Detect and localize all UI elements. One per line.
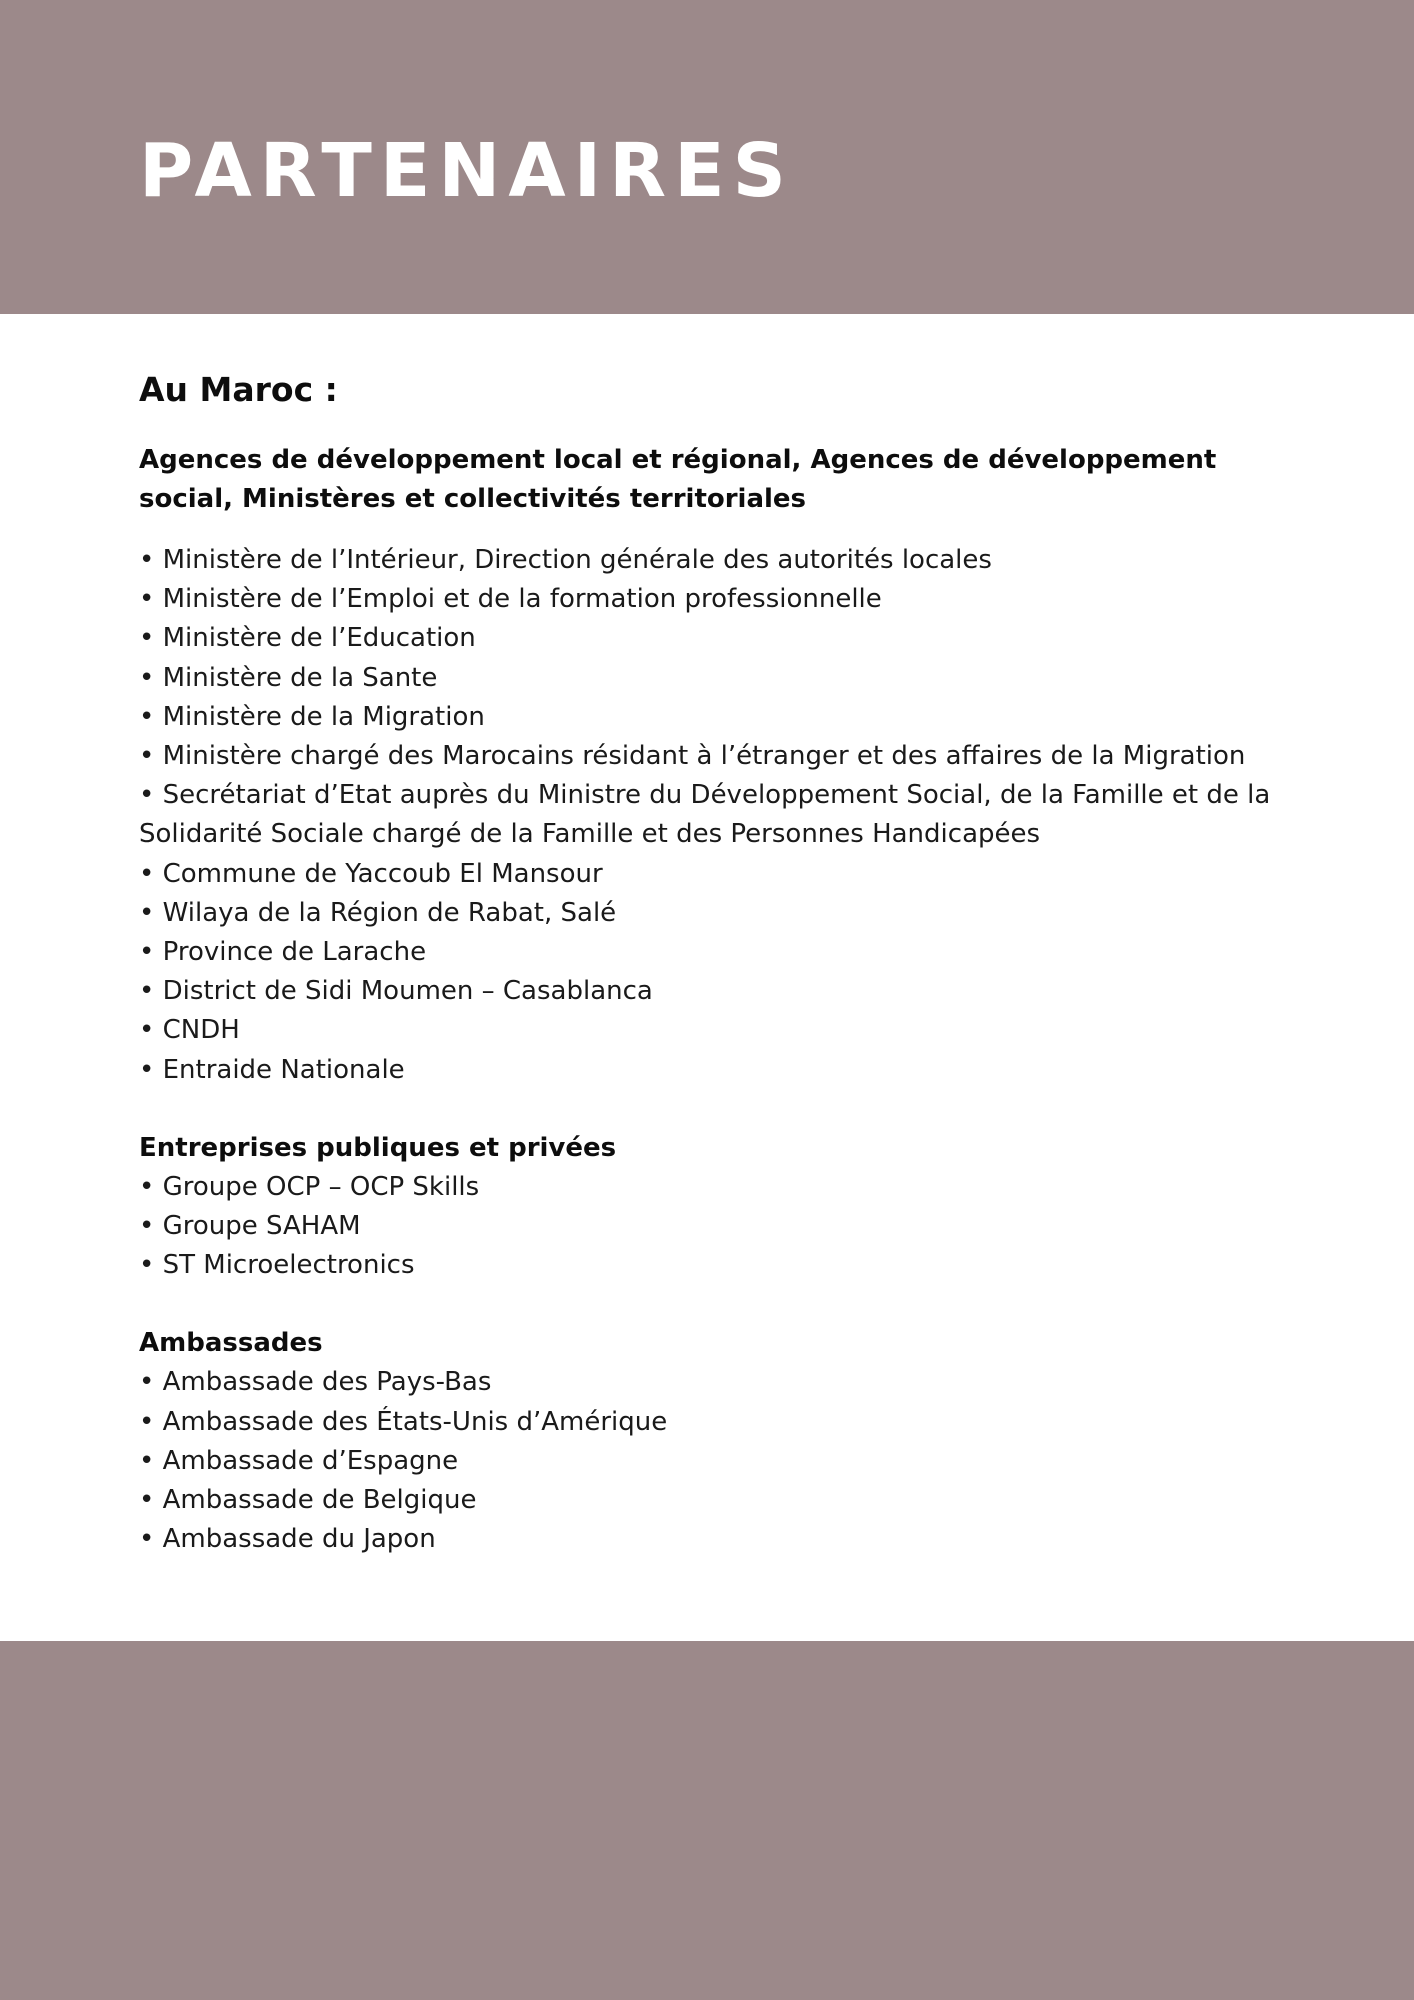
list-item: • Ministère de la Sante <box>139 659 1289 698</box>
main-content <box>139 361 1289 1559</box>
list-item: • Groupe OCP – OCP Skills <box>139 1168 1289 1207</box>
list-item: • Groupe SAHAM <box>139 1207 1289 1246</box>
list-item: • Entraide Nationale <box>139 1051 1289 1090</box>
list-item: • Secrétariat d’Etat auprès du Ministre du Développement Social, de la Famille et de la Solidarité Sociale chargé de la Famille et des Personnes Handicapées <box>139 776 1289 854</box>
spacer <box>139 1285 1289 1324</box>
list-item: • Commune de Yaccoub El Mansour <box>139 855 1289 894</box>
list-item: • Ministère de l’Education <box>139 619 1289 658</box>
spacer <box>139 419 1289 441</box>
group-title-institutions: Agences de développement local et régional, Agences de développement social, Ministères et collectivités territoriales <box>139 445 1217 514</box>
embassies-list <box>139 1363 1289 1559</box>
list-item: • Ambassade du Japon <box>139 1520 1289 1559</box>
list-item: • Province de Larache <box>139 933 1289 972</box>
list-item: • CNDH <box>139 1011 1289 1050</box>
group-embassies <box>139 1324 1289 1559</box>
institutions-list <box>139 541 1289 1090</box>
group-title-embassies: Ambassades <box>139 1328 323 1359</box>
list-item: • Wilaya de la Région de Rabat, Salé <box>139 894 1289 933</box>
list-item: • Ambassade des Pays-Bas <box>139 1363 1289 1402</box>
list-item: • Ambassade de Belgique <box>139 1481 1289 1520</box>
group-institutions <box>139 441 1289 1090</box>
list-item: • Ministère de l’Emploi et de la formation professionnelle <box>139 580 1289 619</box>
spacer <box>139 1090 1289 1129</box>
spacer <box>139 519 1289 541</box>
list-item: • Ministère chargé des Marocains résidant à l’étranger et des affaires de la Migration <box>139 737 1289 776</box>
list-item: • Ministère de la Migration <box>139 698 1289 737</box>
group-companies <box>139 1129 1289 1286</box>
list-item: • Ambassade d’Espagne <box>139 1442 1289 1481</box>
list-item: • District de Sidi Moumen – Casablanca <box>139 972 1289 1011</box>
page-title: PARTENAIRES <box>139 128 794 214</box>
header-band <box>0 0 1414 314</box>
section-heading: Au Maroc : <box>139 370 338 409</box>
list-item: • Ministère de l’Intérieur, Direction générale des autorités locales <box>139 541 1289 580</box>
list-item: • ST Microelectronics <box>139 1246 1289 1285</box>
footer-band <box>0 1641 1414 2000</box>
list-item: • Ambassade des États-Unis d’Amérique <box>139 1403 1289 1442</box>
companies-list <box>139 1168 1289 1286</box>
group-title-companies: Entreprises publiques et privées <box>139 1132 617 1163</box>
